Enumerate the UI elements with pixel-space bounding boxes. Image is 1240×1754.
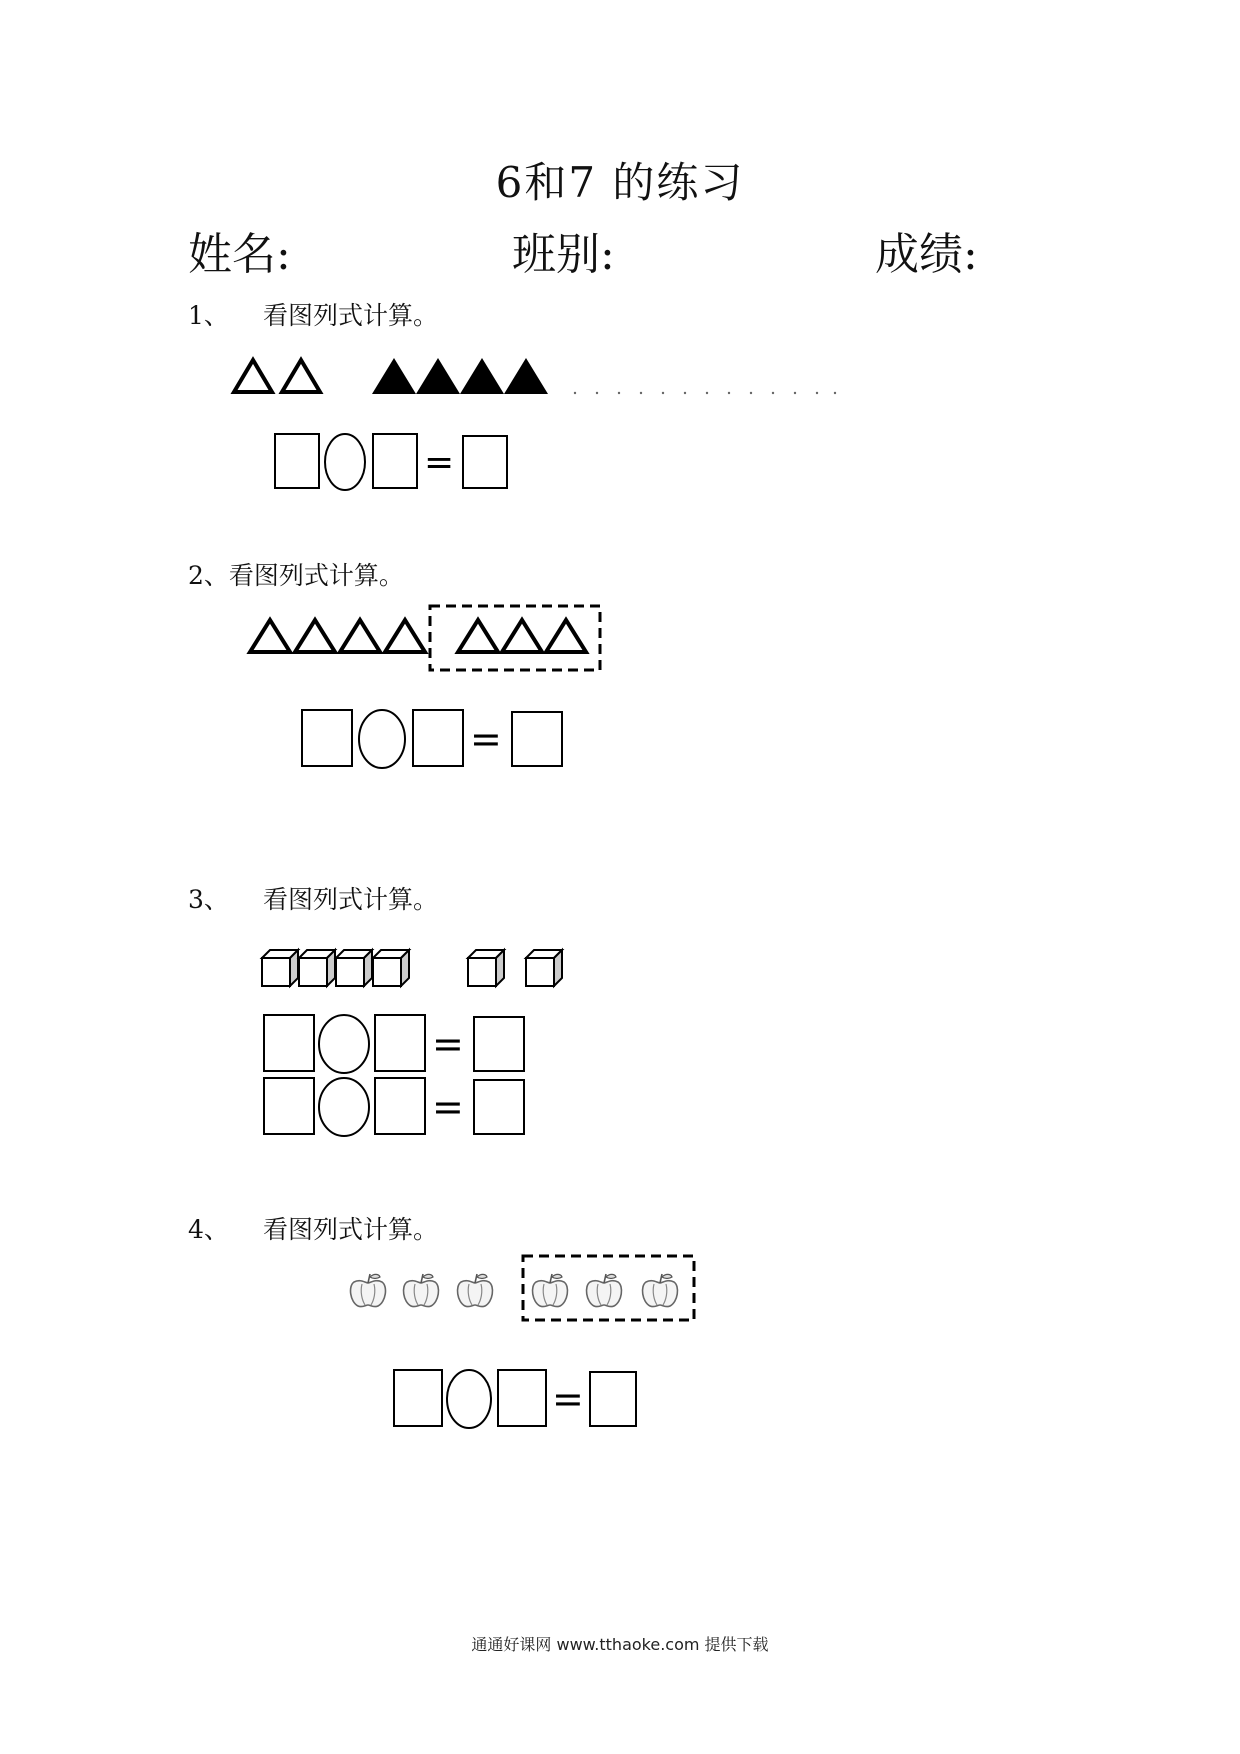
page-title: 6和7 的练习 [495,158,745,207]
class-field-label: 班别: [512,229,615,280]
apple-icon [533,1274,568,1307]
question-number: 2、 [188,561,229,590]
apple-icon [458,1274,493,1307]
apple-icon [404,1274,439,1307]
operator-circle[interactable] [447,1370,491,1428]
name-field-label: 姓名: [188,229,291,280]
equals-sign: = [432,1085,464,1129]
equals-sign: = [470,717,502,761]
apple-icon [643,1274,678,1307]
apple-icon [587,1274,622,1307]
question-text: 看图列式计算。 [263,1215,439,1244]
result-box[interactable] [590,1372,636,1426]
apple-group-boxed [533,1274,678,1307]
answer-box[interactable] [394,1370,442,1426]
equals-sign: = [432,1022,464,1066]
question-number: 3、 [188,885,229,914]
question-text: 看图列式计算。 [263,885,439,914]
question-4-equation [392,1368,642,1434]
question-number: 1、 [188,301,229,330]
apple-icon [351,1274,386,1307]
footer-credit: 通通好课网 www.tthaoke.com 提供下载 [471,1635,769,1654]
score-field-label: 成绩: [875,229,978,280]
answer-box[interactable] [498,1370,546,1426]
apple-group-left [351,1274,493,1307]
equals-sign: = [424,442,455,483]
question-text: 看图列式计算。 [228,561,404,590]
equals-sign: = [552,1377,584,1421]
question-number: 4、 [188,1215,229,1244]
question-text: 看图列式计算。 [263,301,439,330]
